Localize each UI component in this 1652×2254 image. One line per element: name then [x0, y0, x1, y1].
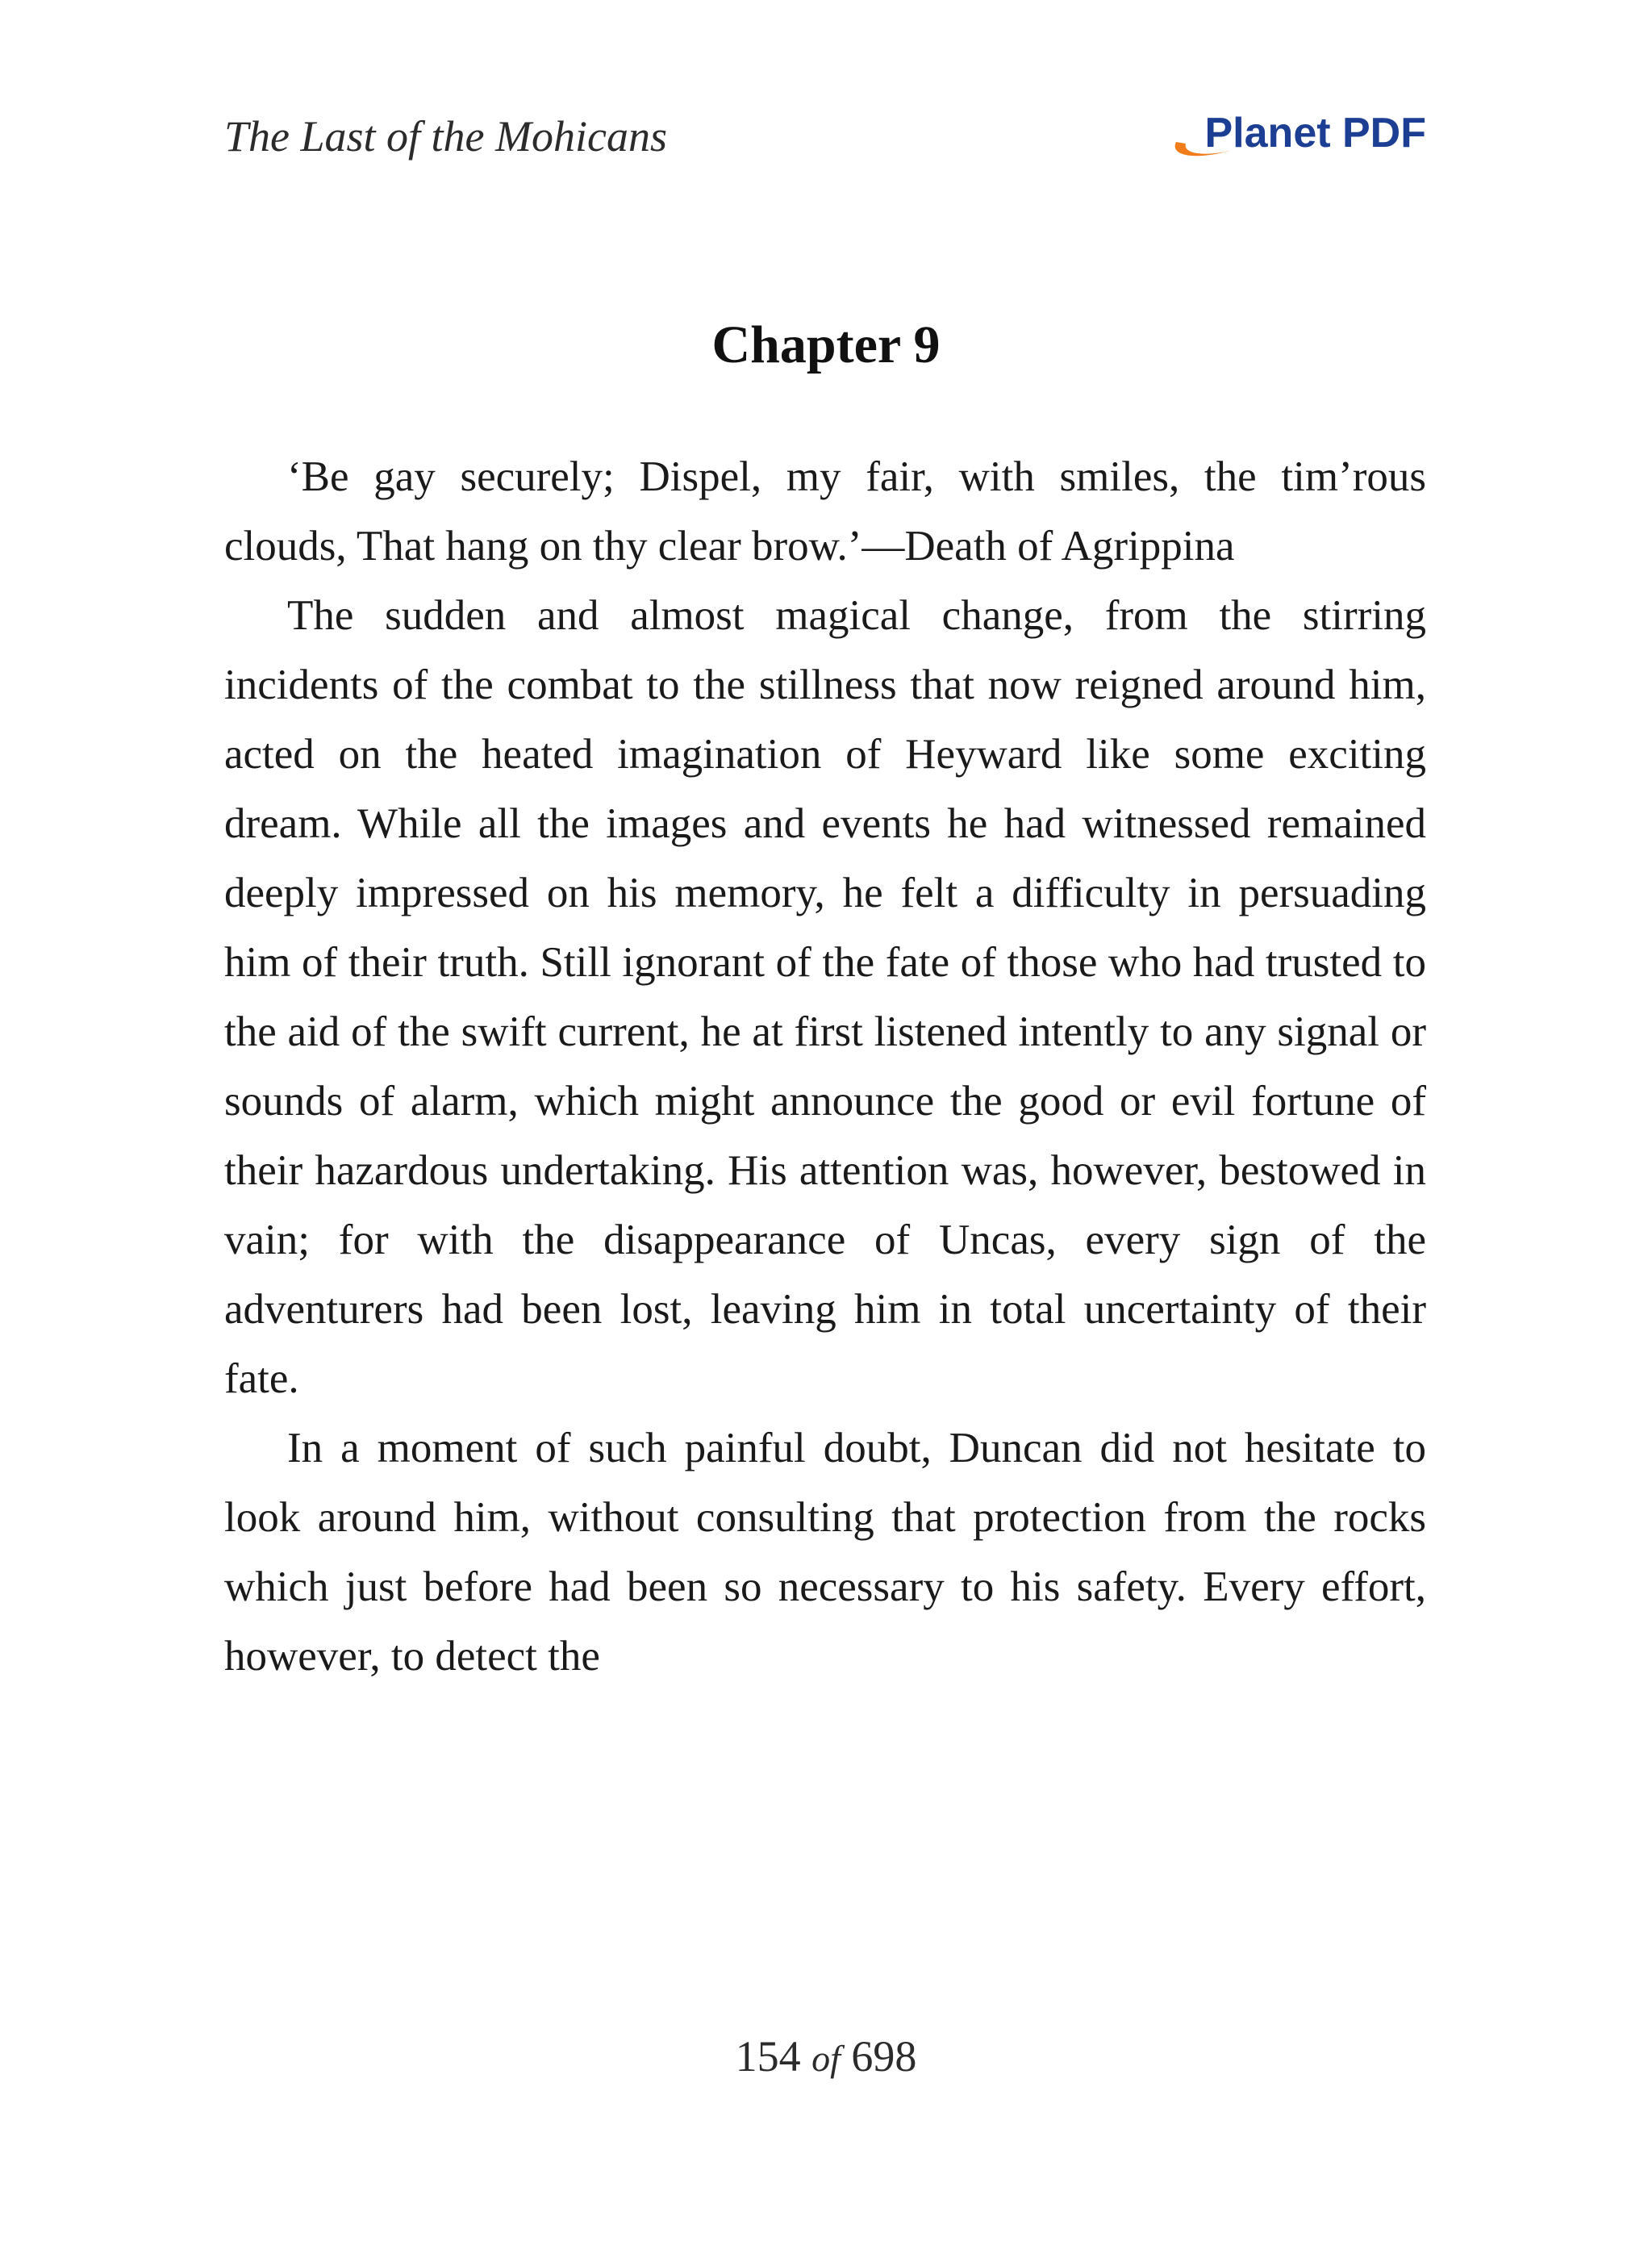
chapter-body	[224, 442, 1426, 1691]
page-of-label: of	[811, 2038, 841, 2079]
page-number: 154	[735, 2032, 801, 2081]
planet-pdf-logo	[1168, 105, 1426, 169]
total-pages: 698	[851, 2032, 917, 2081]
page-footer	[0, 2031, 1652, 2081]
book-title: The Last of the Mohicans	[224, 112, 667, 161]
epigraph-paragraph: ‘Be gay securely; Dispel, my fair, with smiles, the tim’rous clouds, That hang on thy clear brow.’—Death of Agrippina	[224, 453, 1426, 570]
logo-text: Planet PDF	[1204, 110, 1426, 157]
page-header	[224, 105, 1426, 177]
body-paragraph: The sudden and almost magical change, from the stirring incidents of the combat to the stillness that now reigned around him, acted on the heated imagination of Heyward like some exciting dream. While all the images and events he had witnessed remained deeply impressed on his memory, he felt a difficulty in persuading him of their truth. Still ignorant of the fate of those who had trusted to the aid of the swift current, he at first listened intently to any signal or sounds of alarm, which might announce the good or evil fortune of their hazardous undertaking. His attention was, however, bestowed in vain; for with the disappearance of Uncas, every sign of the adventurers had been lost, leaving him in total uncertainty of their fate.	[224, 592, 1426, 1402]
body-paragraph: In a moment of such painful doubt, Duncan did not hesitate to look around him, without consulting that protection from the rocks which just before had been so necessary to his safety. Every effort, however, to detect the	[224, 1425, 1426, 1680]
chapter-title: Chapter 9	[711, 315, 941, 374]
